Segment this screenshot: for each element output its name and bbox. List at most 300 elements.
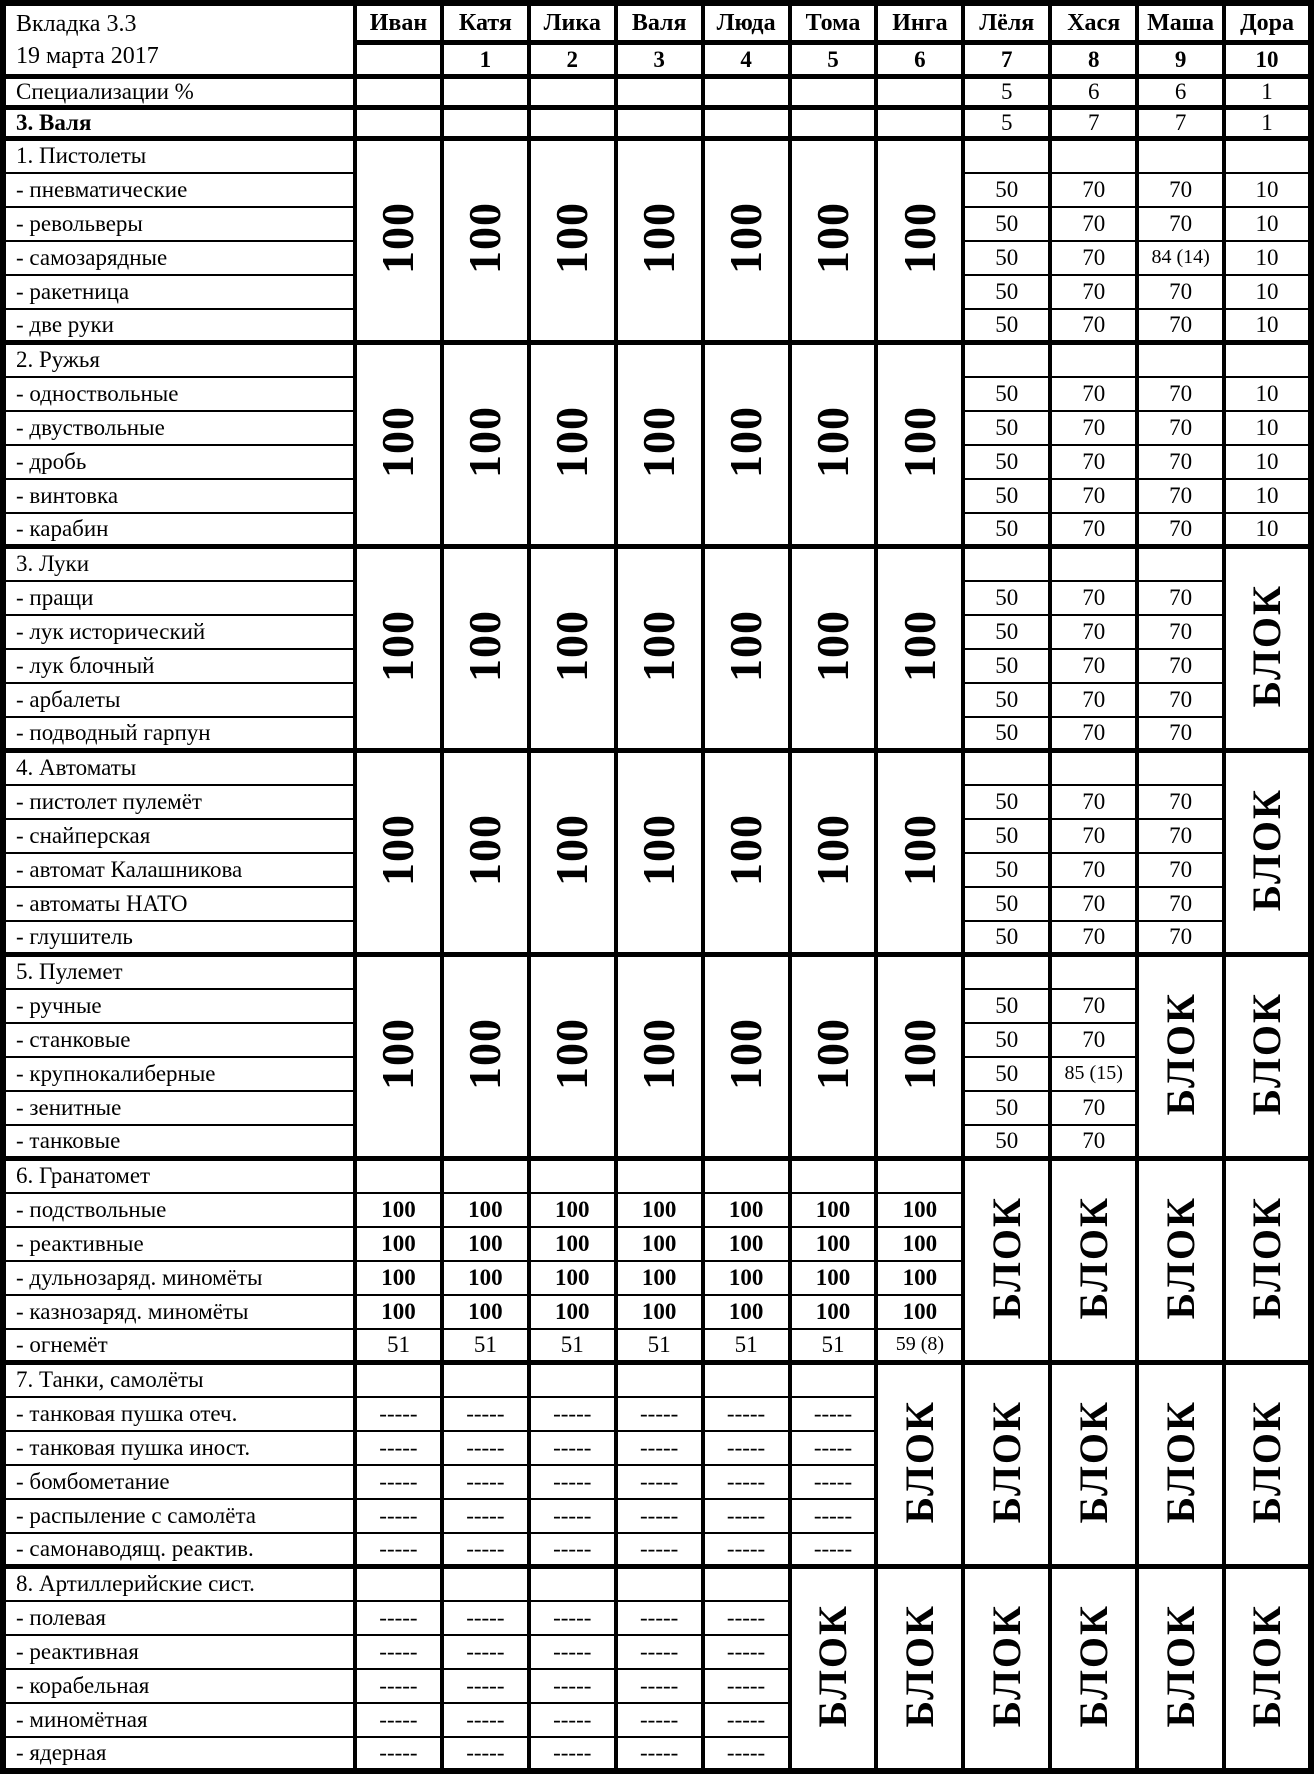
row-label: - арбалеты <box>3 683 355 717</box>
value-cell: 100 <box>355 1227 442 1261</box>
value-cell: 70 <box>1137 309 1224 343</box>
blocked-rotated-label: БЛОК <box>1244 991 1290 1116</box>
row-label: - реактивная <box>3 1635 355 1669</box>
summary-row-label: Специализации % <box>3 77 355 108</box>
summary-value-cell: 1 <box>1224 77 1311 108</box>
dash-cell: ----- <box>703 1601 790 1635</box>
full-skill-rotated-label: 100 <box>806 1017 858 1090</box>
column-header: Катя <box>442 3 529 43</box>
empty-cell <box>790 108 877 139</box>
dash-cell: ----- <box>442 1397 529 1431</box>
column-number: 8 <box>1050 43 1137 77</box>
value-cell: 70 <box>1050 581 1137 615</box>
dash-cell: ----- <box>703 1703 790 1737</box>
empty-cell <box>1137 547 1224 581</box>
dash-cell: ----- <box>790 1431 877 1465</box>
full-skill-rotated-label: 100 <box>546 1017 598 1090</box>
blocked-rotated-label: БЛОК <box>1244 1603 1290 1727</box>
row-label: - танковая пушка отеч. <box>3 1397 355 1431</box>
column-number: 6 <box>876 43 963 77</box>
column-number <box>355 43 442 77</box>
dash-cell: ----- <box>442 1431 529 1465</box>
full-skill-rotated-label: 100 <box>633 609 685 682</box>
value-cell: 70 <box>1050 887 1137 921</box>
full-skill-rotated-label: 100 <box>546 609 598 682</box>
full-skill-cell <box>355 547 442 751</box>
empty-cell <box>529 1159 616 1193</box>
blocked-rotated-label: БЛОК <box>1070 1399 1116 1524</box>
blocked-cell <box>963 1363 1050 1567</box>
value-cell: 10 <box>1224 207 1311 241</box>
value-cell: 100 <box>529 1295 616 1329</box>
value-cell: 70 <box>1050 1091 1137 1125</box>
dash-cell: ----- <box>616 1601 703 1635</box>
value-cell: 100 <box>703 1193 790 1227</box>
full-skill-cell <box>529 343 616 547</box>
row-label: - самозарядные <box>3 241 355 275</box>
empty-cell <box>442 1567 529 1601</box>
empty-cell <box>790 1159 877 1193</box>
value-cell: 50 <box>963 377 1050 411</box>
value-cell: 100 <box>703 1261 790 1295</box>
full-skill-cell <box>790 955 877 1159</box>
full-skill-cell <box>355 139 442 343</box>
empty-cell <box>876 77 963 108</box>
blocked-cell <box>1224 1363 1311 1567</box>
value-cell: 70 <box>1050 445 1137 479</box>
row-label: - огнемёт <box>3 1329 355 1363</box>
dash-cell: ----- <box>355 1601 442 1635</box>
row-label: - ракетница <box>3 275 355 309</box>
full-skill-rotated-label: 100 <box>633 1017 685 1090</box>
row-label: - бомбометание <box>3 1465 355 1499</box>
blocked-rotated-label: БЛОК <box>1157 1603 1203 1727</box>
empty-cell <box>355 108 442 139</box>
empty-cell <box>529 1567 616 1601</box>
blocked-cell <box>1050 1159 1137 1363</box>
value-cell: 70 <box>1050 207 1137 241</box>
blocked-cell <box>876 1363 963 1567</box>
column-header: Дора <box>1224 3 1311 43</box>
section-title: 1. Пистолеты <box>3 139 355 173</box>
column-number: 3 <box>616 43 703 77</box>
value-cell: 51 <box>442 1329 529 1363</box>
row-label: - танковые <box>3 1125 355 1159</box>
empty-cell <box>703 1567 790 1601</box>
dash-cell: ----- <box>703 1465 790 1499</box>
value-cell: 100 <box>876 1193 963 1227</box>
dash-cell: ----- <box>529 1431 616 1465</box>
full-skill-cell <box>529 751 616 955</box>
full-skill-rotated-label: 100 <box>893 609 945 682</box>
dash-cell: ----- <box>529 1669 616 1703</box>
value-cell: 100 <box>442 1261 529 1295</box>
full-skill-rotated-label: 100 <box>720 813 772 886</box>
full-skill-rotated-label: 100 <box>893 405 945 478</box>
value-cell: 85 (15) <box>1050 1057 1137 1091</box>
full-skill-rotated-label: 100 <box>806 405 858 478</box>
value-cell: 100 <box>790 1227 877 1261</box>
value-cell: 100 <box>355 1261 442 1295</box>
full-skill-rotated-label: 100 <box>546 405 598 478</box>
row-label: - ядерная <box>3 1737 355 1771</box>
column-number: 7 <box>963 43 1050 77</box>
dash-cell: ----- <box>355 1635 442 1669</box>
dash-cell: ----- <box>616 1533 703 1567</box>
dash-cell: ----- <box>529 1703 616 1737</box>
value-cell: 100 <box>529 1227 616 1261</box>
empty-cell <box>442 1159 529 1193</box>
full-skill-rotated-label: 100 <box>806 813 858 886</box>
value-cell: 50 <box>963 1125 1050 1159</box>
value-cell: 70 <box>1137 819 1224 853</box>
value-cell: 70 <box>1050 241 1137 275</box>
dash-cell: ----- <box>616 1669 703 1703</box>
value-cell: 10 <box>1224 513 1311 547</box>
column-header: Иван <box>355 3 442 43</box>
empty-cell <box>703 1363 790 1397</box>
full-skill-cell <box>442 955 529 1159</box>
blocked-cell <box>1137 1567 1224 1771</box>
full-skill-cell <box>442 751 529 955</box>
dash-cell: ----- <box>355 1703 442 1737</box>
full-skill-cell <box>790 751 877 955</box>
dash-cell: ----- <box>616 1465 703 1499</box>
value-cell: 50 <box>963 615 1050 649</box>
empty-cell <box>355 1159 442 1193</box>
full-skill-cell <box>876 547 963 751</box>
section-title: 8. Артиллерийские сист. <box>3 1567 355 1601</box>
full-skill-cell <box>529 547 616 751</box>
dash-cell: ----- <box>790 1533 877 1567</box>
blocked-cell <box>1137 1363 1224 1567</box>
dash-cell: ----- <box>703 1431 790 1465</box>
empty-cell <box>1050 751 1137 785</box>
full-skill-cell <box>355 955 442 1159</box>
summary-value-cell: 5 <box>963 108 1050 139</box>
dash-cell: ----- <box>442 1533 529 1567</box>
blocked-rotated-label: БЛОК <box>1157 1399 1203 1524</box>
full-skill-cell <box>876 139 963 343</box>
blocked-cell <box>1050 1567 1137 1771</box>
empty-cell <box>616 77 703 108</box>
full-skill-rotated-label: 100 <box>633 201 685 274</box>
value-cell: 100 <box>616 1227 703 1261</box>
full-skill-rotated-label: 100 <box>459 813 511 886</box>
full-skill-cell <box>703 343 790 547</box>
value-cell: 50 <box>963 1023 1050 1057</box>
full-skill-cell <box>703 751 790 955</box>
section-title: 2. Ружья <box>3 343 355 377</box>
column-number: 1 <box>442 43 529 77</box>
section-title: 4. Автоматы <box>3 751 355 785</box>
value-cell: 70 <box>1137 513 1224 547</box>
dash-cell: ----- <box>355 1499 442 1533</box>
dash-cell: ----- <box>442 1601 529 1635</box>
full-skill-rotated-label: 100 <box>459 1017 511 1090</box>
column-number: 5 <box>790 43 877 77</box>
value-cell: 100 <box>876 1295 963 1329</box>
value-cell: 70 <box>1137 683 1224 717</box>
empty-cell <box>963 139 1050 173</box>
full-skill-cell <box>876 955 963 1159</box>
value-cell: 100 <box>790 1295 877 1329</box>
value-cell: 10 <box>1224 377 1311 411</box>
dash-cell: ----- <box>442 1703 529 1737</box>
empty-cell <box>1224 343 1311 377</box>
value-cell: 50 <box>963 853 1050 887</box>
value-cell: 100 <box>876 1261 963 1295</box>
full-skill-cell <box>616 751 703 955</box>
value-cell: 70 <box>1050 683 1137 717</box>
full-skill-rotated-label: 100 <box>806 201 858 274</box>
row-label: - казнозаряд. миномёты <box>3 1295 355 1329</box>
row-label: - станковые <box>3 1023 355 1057</box>
column-number: 10 <box>1224 43 1311 77</box>
value-cell: 51 <box>355 1329 442 1363</box>
dash-cell: ----- <box>529 1737 616 1771</box>
value-cell: 70 <box>1137 479 1224 513</box>
dash-cell: ----- <box>355 1533 442 1567</box>
row-label: - пращи <box>3 581 355 615</box>
table-date: 19 марта 2017 <box>16 43 159 69</box>
dash-cell: ----- <box>616 1431 703 1465</box>
dash-cell: ----- <box>790 1465 877 1499</box>
value-cell: 50 <box>963 989 1050 1023</box>
full-skill-rotated-label: 100 <box>893 1017 945 1090</box>
blocked-cell <box>1050 1363 1137 1567</box>
value-cell: 100 <box>616 1295 703 1329</box>
full-skill-rotated-label: 100 <box>720 201 772 274</box>
empty-cell <box>1224 139 1311 173</box>
value-cell: 50 <box>963 785 1050 819</box>
column-number: 9 <box>1137 43 1224 77</box>
table-tab-label: Вкладка 3.3 <box>16 11 137 37</box>
blocked-rotated-label: БЛОК <box>896 1603 942 1727</box>
full-skill-rotated-label: 100 <box>893 813 945 886</box>
full-skill-rotated-label: 100 <box>459 609 511 682</box>
blocked-rotated-label: БЛОК <box>1244 787 1290 912</box>
value-cell: 70 <box>1050 1125 1137 1159</box>
full-skill-cell <box>616 547 703 751</box>
value-cell: 70 <box>1050 173 1137 207</box>
empty-cell <box>442 108 529 139</box>
dash-cell: ----- <box>703 1533 790 1567</box>
row-label: - винтовка <box>3 479 355 513</box>
blocked-rotated-label: БЛОК <box>896 1399 942 1524</box>
blocked-rotated-label: БЛОК <box>983 1603 1029 1727</box>
summary-value-cell: 7 <box>1137 108 1224 139</box>
full-skill-rotated-label: 100 <box>372 609 424 682</box>
blocked-rotated-label: БЛОК <box>1157 1195 1203 1320</box>
blocked-cell <box>876 1567 963 1771</box>
full-skill-rotated-label: 100 <box>546 813 598 886</box>
full-skill-cell <box>355 343 442 547</box>
dash-cell: ----- <box>442 1737 529 1771</box>
dash-cell: ----- <box>529 1533 616 1567</box>
row-label: - глушитель <box>3 921 355 955</box>
value-cell: 51 <box>529 1329 616 1363</box>
column-number: 2 <box>529 43 616 77</box>
value-cell: 70 <box>1137 615 1224 649</box>
empty-cell <box>703 1159 790 1193</box>
blocked-cell <box>1137 955 1224 1159</box>
empty-cell <box>529 1363 616 1397</box>
dash-cell: ----- <box>703 1669 790 1703</box>
value-cell: 50 <box>963 241 1050 275</box>
full-skill-rotated-label: 100 <box>372 405 424 478</box>
value-cell: 70 <box>1137 207 1224 241</box>
value-cell: 51 <box>703 1329 790 1363</box>
full-skill-rotated-label: 100 <box>546 201 598 274</box>
value-cell: 70 <box>1050 479 1137 513</box>
value-cell: 50 <box>963 887 1050 921</box>
blocked-rotated-label: БЛОК <box>983 1399 1029 1524</box>
section-title: 3. Луки <box>3 547 355 581</box>
column-header: Тома <box>790 3 877 43</box>
blocked-rotated-label: БЛОК <box>1244 1195 1290 1320</box>
full-skill-cell <box>442 343 529 547</box>
dash-cell: ----- <box>355 1669 442 1703</box>
section-title: 7. Танки, самолёты <box>3 1363 355 1397</box>
column-header: Инга <box>876 3 963 43</box>
blocked-rotated-label: БЛОК <box>983 1195 1029 1320</box>
blocked-cell <box>1224 1567 1311 1771</box>
value-cell: 70 <box>1137 411 1224 445</box>
full-skill-cell <box>790 343 877 547</box>
empty-cell <box>1137 343 1224 377</box>
value-cell: 100 <box>616 1193 703 1227</box>
full-skill-cell <box>442 139 529 343</box>
dash-cell: ----- <box>790 1499 877 1533</box>
row-label: - дульнозаряд. миномёты <box>3 1261 355 1295</box>
dash-cell: ----- <box>529 1601 616 1635</box>
full-skill-rotated-label: 100 <box>893 201 945 274</box>
blocked-rotated-label: БЛОК <box>1244 1399 1290 1524</box>
value-cell: 70 <box>1050 275 1137 309</box>
value-cell: 70 <box>1050 785 1137 819</box>
empty-cell <box>529 77 616 108</box>
column-number: 4 <box>703 43 790 77</box>
empty-cell <box>529 108 616 139</box>
dash-cell: ----- <box>529 1635 616 1669</box>
row-label: - танковая пушка иност. <box>3 1431 355 1465</box>
blocked-rotated-label: БЛОК <box>1070 1195 1116 1320</box>
row-label: - ручные <box>3 989 355 1023</box>
value-cell: 70 <box>1137 887 1224 921</box>
full-skill-rotated-label: 100 <box>372 201 424 274</box>
value-cell: 100 <box>529 1261 616 1295</box>
dash-cell: ----- <box>703 1635 790 1669</box>
full-skill-cell <box>442 547 529 751</box>
value-cell: 10 <box>1224 275 1311 309</box>
row-label: - пневматические <box>3 173 355 207</box>
row-label: - снайперская <box>3 819 355 853</box>
row-label: - зенитные <box>3 1091 355 1125</box>
full-skill-cell <box>703 547 790 751</box>
empty-cell <box>616 108 703 139</box>
column-header: Люда <box>703 3 790 43</box>
row-label: - лук исторический <box>3 615 355 649</box>
value-cell: 10 <box>1224 411 1311 445</box>
table-body <box>3 3 1311 1771</box>
full-skill-cell <box>529 955 616 1159</box>
value-cell: 50 <box>963 921 1050 955</box>
dash-cell: ----- <box>529 1397 616 1431</box>
empty-cell <box>876 1159 963 1193</box>
empty-cell <box>442 1363 529 1397</box>
full-skill-cell <box>355 751 442 955</box>
empty-cell <box>1137 751 1224 785</box>
row-label: - подводный гарпун <box>3 717 355 751</box>
column-header: Лёля <box>963 3 1050 43</box>
value-cell: 50 <box>963 411 1050 445</box>
blocked-cell <box>790 1567 877 1771</box>
full-skill-cell <box>703 955 790 1159</box>
empty-cell <box>616 1159 703 1193</box>
value-cell: 10 <box>1224 479 1311 513</box>
row-label: - крупнокалиберные <box>3 1057 355 1091</box>
row-label: - лук блочный <box>3 649 355 683</box>
blocked-rotated-label: БЛОК <box>1244 583 1290 708</box>
full-skill-rotated-label: 100 <box>372 813 424 886</box>
dash-cell: ----- <box>442 1635 529 1669</box>
dash-cell: ----- <box>442 1669 529 1703</box>
row-label: - карабин <box>3 513 355 547</box>
value-cell: 100 <box>876 1227 963 1261</box>
value-cell: 50 <box>963 275 1050 309</box>
full-skill-rotated-label: 100 <box>720 405 772 478</box>
empty-cell <box>355 77 442 108</box>
dash-cell: ----- <box>790 1397 877 1431</box>
value-cell: 50 <box>963 479 1050 513</box>
value-cell: 10 <box>1224 309 1311 343</box>
value-cell: 100 <box>355 1295 442 1329</box>
value-cell: 70 <box>1050 377 1137 411</box>
value-cell: 70 <box>1137 717 1224 751</box>
value-cell: 50 <box>963 1057 1050 1091</box>
value-cell: 70 <box>1050 411 1137 445</box>
empty-cell <box>355 1567 442 1601</box>
full-skill-rotated-label: 100 <box>720 1017 772 1090</box>
value-cell: 50 <box>963 173 1050 207</box>
full-skill-rotated-label: 100 <box>372 1017 424 1090</box>
row-label: - двуствольные <box>3 411 355 445</box>
row-label: - подствольные <box>3 1193 355 1227</box>
dash-cell: ----- <box>529 1499 616 1533</box>
empty-cell <box>616 1567 703 1601</box>
full-skill-rotated-label: 100 <box>459 405 511 478</box>
full-skill-rotated-label: 100 <box>806 609 858 682</box>
value-cell: 50 <box>963 1091 1050 1125</box>
full-skill-cell <box>616 955 703 1159</box>
value-cell: 100 <box>442 1227 529 1261</box>
value-cell: 50 <box>963 309 1050 343</box>
empty-cell <box>1050 547 1137 581</box>
empty-cell <box>790 77 877 108</box>
empty-cell <box>963 547 1050 581</box>
row-label: - две руки <box>3 309 355 343</box>
row-label: - реактивные <box>3 1227 355 1261</box>
full-skill-cell <box>529 139 616 343</box>
summary-row-label: 3. Валя <box>3 108 355 139</box>
dash-cell: ----- <box>616 1703 703 1737</box>
value-cell: 70 <box>1050 309 1137 343</box>
value-cell: 70 <box>1050 921 1137 955</box>
dash-cell: ----- <box>355 1737 442 1771</box>
value-cell: 70 <box>1137 275 1224 309</box>
dash-cell: ----- <box>355 1465 442 1499</box>
